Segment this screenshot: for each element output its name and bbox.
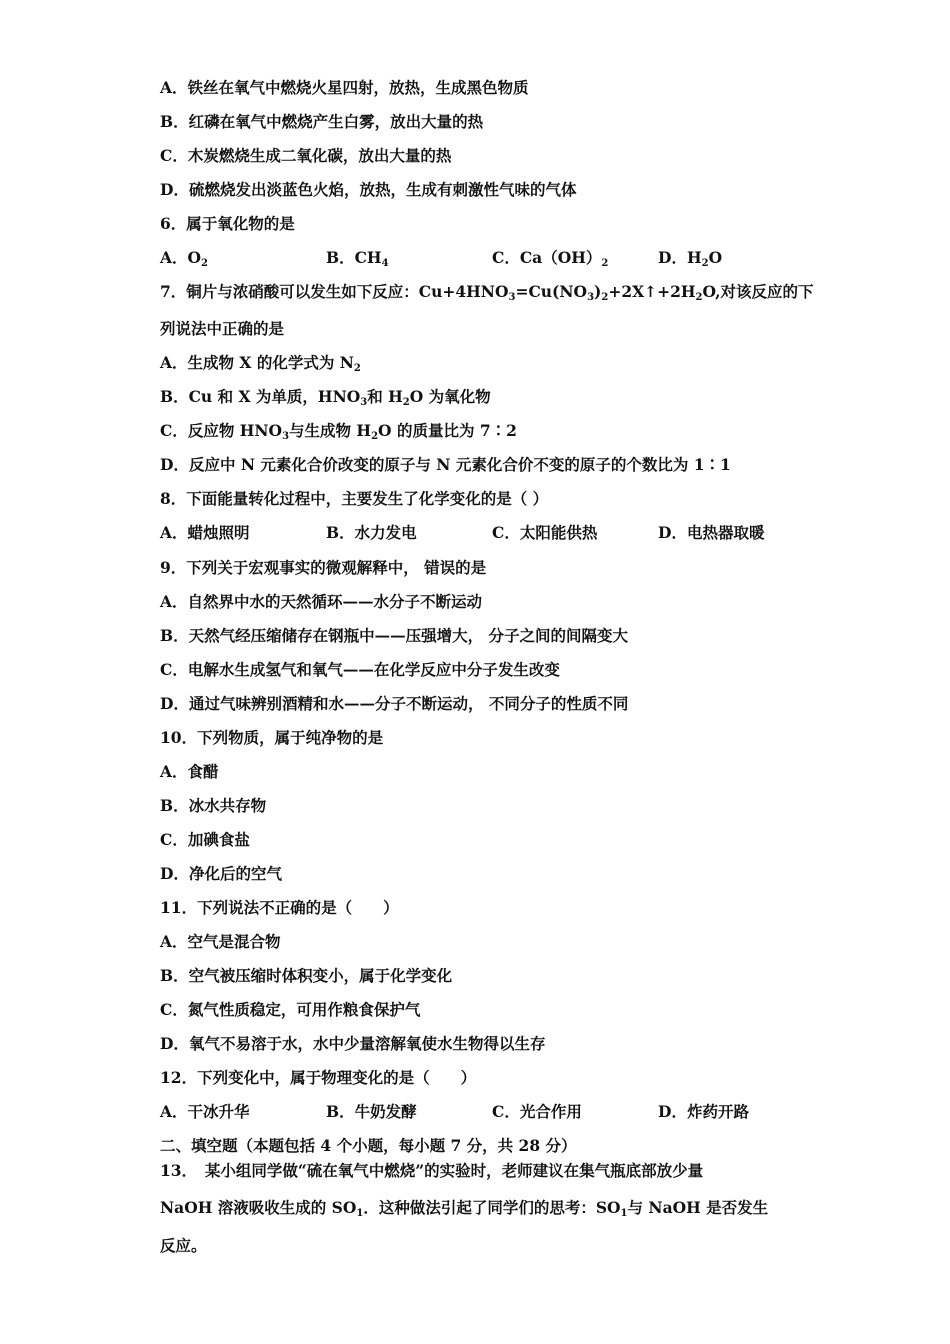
q8-option-a: A．蜡烛照明 [160,523,250,542]
q11-option-c: C．氮气性质稳定，可用作粮食保护气 [160,1000,421,1019]
q11-option-b: B．空气被压缩时体积变小，属于化学变化 [160,966,453,985]
q7-option-d: D．反应中 N 元素化合价改变的原子与 N 元素化合价不变的原子的个数比为 1∶1 [160,455,731,474]
q5-option-c: C．木炭燃烧生成二氧化碳，放出大量的热 [160,146,452,165]
q6-option-c: C．$Ca(OH)_2$ [492,248,609,269]
q10-stem: 10．下列物质，属于纯净物的是 [160,728,384,747]
q13-line3: 反应。 [160,1236,207,1255]
q12-option-a: A．干冰升华 [160,1102,250,1121]
q10-option-b: B．冰水共存物 [160,796,267,815]
q5-option-b: B．红磷在氧气中燃烧产生白雾，放出大量的热 [160,112,484,131]
q9-option-d: D．通过气味辨别酒精和水——分子不断运动， 不同分子的性质不同 [160,694,629,713]
q6-stem: 6．属于氧化物的是 [160,214,295,233]
q11-stem: 11．下列说法不正确的是（ ） [160,898,399,917]
q9-option-a: A．自然界中水的天然循环——水分子不断运动 [160,592,483,611]
q13-line2: NaOH 溶液吸收生成的 $SO_1$．这种做法引起了同学们的思考：$SO_1$与 NaOH 是否发生 [160,1198,769,1219]
q7-option-c: C．反应物 $HNO_3$与生成物 $H_2O$ 的质量比为 7∶2 [160,421,517,442]
q7-stem-line2: 列说法中正确的是 [160,319,285,338]
q7-stem-line1: 7．铜片与浓硝酸可以发生如下反应：$Cu+4HNO_3=Cu(NO_3)_2+2X↑+2H_2O$,对该反应的下 [160,282,814,303]
section-heading: 二、填空题（本题包括 4 个小题，每小题 7 分，共 28 分） [160,1136,577,1155]
q7-option-a: A．生成物 X 的化学式为 $N_2$ [160,353,361,374]
q8-stem: 8．下面能量转化过程中，主要发生了化学变化的是（ ） [160,489,549,508]
q10-option-d: D．净化后的空气 [160,864,282,883]
q12-option-d: D．炸药开路 [658,1102,749,1121]
q8-option-b: B．水力发电 [326,523,417,542]
q8-option-d: D．电热器取暖 [658,523,765,542]
q12-option-b: B．牛奶发酵 [326,1102,417,1121]
q13-line1: 13． 某小组同学做“硫在氧气中燃烧”的实验时，老师建议在集气瓶底部放少量 [160,1161,704,1180]
q10-option-a: A．食醋 [160,762,219,781]
q11-option-d: D．氧气不易溶于水，水中少量溶解氧使水生物得以生存 [160,1034,546,1053]
q5-option-a: A．铁丝在氧气中燃烧火星四射，放热，生成黑色物质 [160,78,529,97]
q5-option-d: D．硫燃烧发出淡蓝色火焰，放热，生成有刺激性气味的气体 [160,180,577,199]
q8-option-c: C．太阳能供热 [492,523,598,542]
q10-option-c: C．加碘食盐 [160,830,250,849]
q9-stem: 9．下列关于宏观事实的微观解释中， 错误的是 [160,558,487,577]
q12-stem: 12．下列变化中，属于物理变化的是（ ） [160,1068,477,1087]
q7-option-b: B．Cu 和 X 为单质，$HNO_3$和 $H_2O$ 为氧化物 [160,387,491,408]
q6-option-d: D．$H_2O$ [658,248,723,269]
q9-option-b: B．天然气经压缩储存在钢瓶中——压强增大， 分子之间的间隔变大 [160,626,628,645]
q9-option-c: C．电解水生成氢气和氧气——在化学反应中分子发生改变 [160,660,560,679]
q11-option-a: A．空气是混合物 [160,932,281,951]
q6-option-a: A．$O_2$ [160,248,208,269]
q6-option-b: B．$CH_4$ [326,248,389,269]
q12-option-c: C．光合作用 [492,1102,582,1121]
